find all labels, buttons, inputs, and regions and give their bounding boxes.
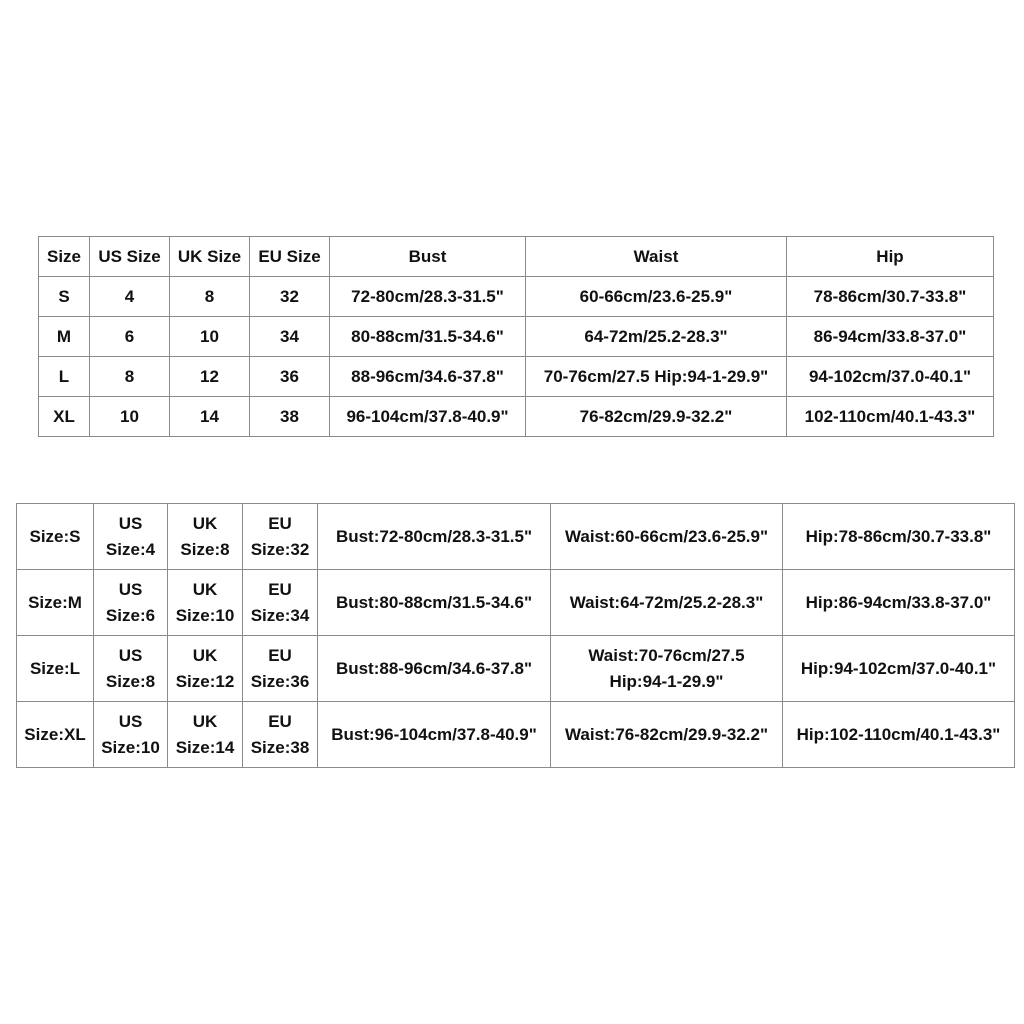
cell-line: Bust:72-80cm/28.3-31.5" bbox=[335, 526, 533, 546]
cell-waist: 64-72m/25.2-28.3" bbox=[526, 317, 787, 357]
cell-line: Size:8 bbox=[180, 539, 230, 559]
header-hip: Hip bbox=[787, 237, 994, 277]
cell-hip bbox=[783, 702, 1015, 768]
cell-hip: 78-86cm/30.7-33.8" bbox=[787, 277, 994, 317]
cell-line: Hip:94-1-29.9" bbox=[609, 671, 724, 691]
cell-hip: 86-94cm/33.8-37.0" bbox=[787, 317, 994, 357]
table-row bbox=[39, 317, 994, 357]
cell-line: Size:12 bbox=[175, 671, 235, 691]
cell-line: Hip:78-86cm/30.7-33.8" bbox=[805, 526, 992, 546]
cell-line: US bbox=[118, 645, 143, 665]
cell-line: US bbox=[118, 579, 143, 599]
cell-us-size bbox=[94, 570, 168, 636]
cell-line: EU bbox=[268, 645, 292, 665]
table-row bbox=[39, 397, 994, 437]
cell-size bbox=[17, 570, 94, 636]
cell-line: Bust:88-96cm/34.6-37.8" bbox=[335, 658, 533, 678]
table-header-row bbox=[39, 237, 994, 277]
header-us-size: US Size bbox=[90, 237, 170, 277]
cell-line: Bust:96-104cm/37.8-40.9" bbox=[331, 724, 537, 744]
cell-line: UK bbox=[192, 645, 218, 665]
cell-hip bbox=[783, 504, 1015, 570]
cell-us-size: 6 bbox=[90, 317, 170, 357]
table-row bbox=[17, 702, 1015, 768]
cell-us-size bbox=[94, 504, 168, 570]
cell-bust: 80-88cm/31.5-34.6" bbox=[330, 317, 526, 357]
size-chart-table-labeled bbox=[16, 503, 1015, 768]
cell-eu-size bbox=[243, 504, 318, 570]
cell-line: Waist:76-82cm/29.9-32.2" bbox=[564, 724, 769, 744]
cell-us-size bbox=[94, 702, 168, 768]
cell-line: Size:4 bbox=[105, 539, 156, 559]
cell-size: M bbox=[39, 317, 90, 357]
cell-eu-size: 38 bbox=[250, 397, 330, 437]
cell-line: Size:10 bbox=[101, 737, 160, 757]
cell-hip bbox=[783, 636, 1015, 702]
cell-line: Waist:70-76cm/27.5 bbox=[588, 645, 745, 665]
cell-line: UK bbox=[192, 513, 218, 533]
cell-line: Waist:64-72m/25.2-28.3" bbox=[569, 592, 764, 612]
cell-line: Size:6 bbox=[105, 605, 156, 625]
table-row bbox=[17, 636, 1015, 702]
cell-us-size bbox=[94, 636, 168, 702]
cell-uk-size: 10 bbox=[170, 317, 250, 357]
cell-waist bbox=[551, 504, 783, 570]
cell-line: Bust:80-88cm/31.5-34.6" bbox=[335, 592, 533, 612]
cell-bust bbox=[318, 636, 551, 702]
cell-eu-size bbox=[243, 570, 318, 636]
cell-line: UK bbox=[192, 579, 218, 599]
size-chart-table-compact bbox=[38, 236, 994, 437]
cell-bust: 96-104cm/37.8-40.9" bbox=[330, 397, 526, 437]
cell-line: Size:10 bbox=[175, 605, 235, 625]
cell-bust: 88-96cm/34.6-37.8" bbox=[330, 357, 526, 397]
cell-waist bbox=[551, 570, 783, 636]
cell-line: Hip:102-110cm/40.1-43.3" bbox=[796, 724, 1001, 744]
cell-line: Waist:60-66cm/23.6-25.9" bbox=[564, 526, 769, 546]
header-uk-size: UK Size bbox=[170, 237, 250, 277]
cell-line: Size:32 bbox=[250, 539, 310, 559]
header-bust: Bust bbox=[330, 237, 526, 277]
cell-waist bbox=[551, 636, 783, 702]
table-row bbox=[39, 277, 994, 317]
cell-uk-size: 14 bbox=[170, 397, 250, 437]
cell-bust bbox=[318, 702, 551, 768]
cell-line: US bbox=[118, 711, 143, 731]
cell-line: Size:38 bbox=[250, 737, 310, 757]
cell-line: Size:36 bbox=[250, 671, 310, 691]
cell-line: Hip:86-94cm/33.8-37.0" bbox=[805, 592, 992, 612]
cell-size: S bbox=[39, 277, 90, 317]
cell-bust bbox=[318, 504, 551, 570]
table-row bbox=[17, 570, 1015, 636]
cell-uk-size bbox=[168, 504, 243, 570]
cell-size: L bbox=[39, 357, 90, 397]
cell-line: Size:M bbox=[28, 592, 82, 612]
header-size: Size bbox=[39, 237, 90, 277]
cell-size: XL bbox=[39, 397, 90, 437]
cell-uk-size: 8 bbox=[170, 277, 250, 317]
cell-line: UK bbox=[192, 711, 218, 731]
cell-waist: 70-76cm/27.5 Hip:94-1-29.9" bbox=[526, 357, 787, 397]
cell-line: EU bbox=[268, 711, 292, 731]
cell-line: US bbox=[118, 513, 143, 533]
cell-hip: 102-110cm/40.1-43.3" bbox=[787, 397, 994, 437]
cell-line: Size:S bbox=[29, 526, 81, 546]
cell-line: Size:XL bbox=[24, 724, 86, 744]
cell-eu-size: 32 bbox=[250, 277, 330, 317]
table-row bbox=[17, 504, 1015, 570]
cell-hip: 94-102cm/37.0-40.1" bbox=[787, 357, 994, 397]
header-eu-size: EU Size bbox=[250, 237, 330, 277]
cell-us-size: 8 bbox=[90, 357, 170, 397]
cell-waist: 60-66cm/23.6-25.9" bbox=[526, 277, 787, 317]
cell-uk-size bbox=[168, 702, 243, 768]
cell-size bbox=[17, 702, 94, 768]
cell-eu-size: 34 bbox=[250, 317, 330, 357]
table-row bbox=[39, 357, 994, 397]
cell-waist: 76-82cm/29.9-32.2" bbox=[526, 397, 787, 437]
cell-hip bbox=[783, 570, 1015, 636]
cell-uk-size: 12 bbox=[170, 357, 250, 397]
cell-size bbox=[17, 636, 94, 702]
cell-uk-size bbox=[168, 570, 243, 636]
header-waist: Waist bbox=[526, 237, 787, 277]
cell-bust: 72-80cm/28.3-31.5" bbox=[330, 277, 526, 317]
cell-us-size: 4 bbox=[90, 277, 170, 317]
cell-line: Size:8 bbox=[105, 671, 156, 691]
cell-eu-size: 36 bbox=[250, 357, 330, 397]
cell-eu-size bbox=[243, 636, 318, 702]
cell-eu-size bbox=[243, 702, 318, 768]
cell-bust bbox=[318, 570, 551, 636]
cell-size bbox=[17, 504, 94, 570]
cell-line: Size:L bbox=[29, 658, 81, 678]
cell-line: EU bbox=[268, 513, 292, 533]
cell-line: Size:34 bbox=[250, 605, 310, 625]
cell-line: Size:14 bbox=[175, 737, 235, 757]
cell-us-size: 10 bbox=[90, 397, 170, 437]
cell-waist bbox=[551, 702, 783, 768]
cell-line: EU bbox=[268, 579, 292, 599]
cell-line: Hip:94-102cm/37.0-40.1" bbox=[800, 658, 997, 678]
cell-uk-size bbox=[168, 636, 243, 702]
